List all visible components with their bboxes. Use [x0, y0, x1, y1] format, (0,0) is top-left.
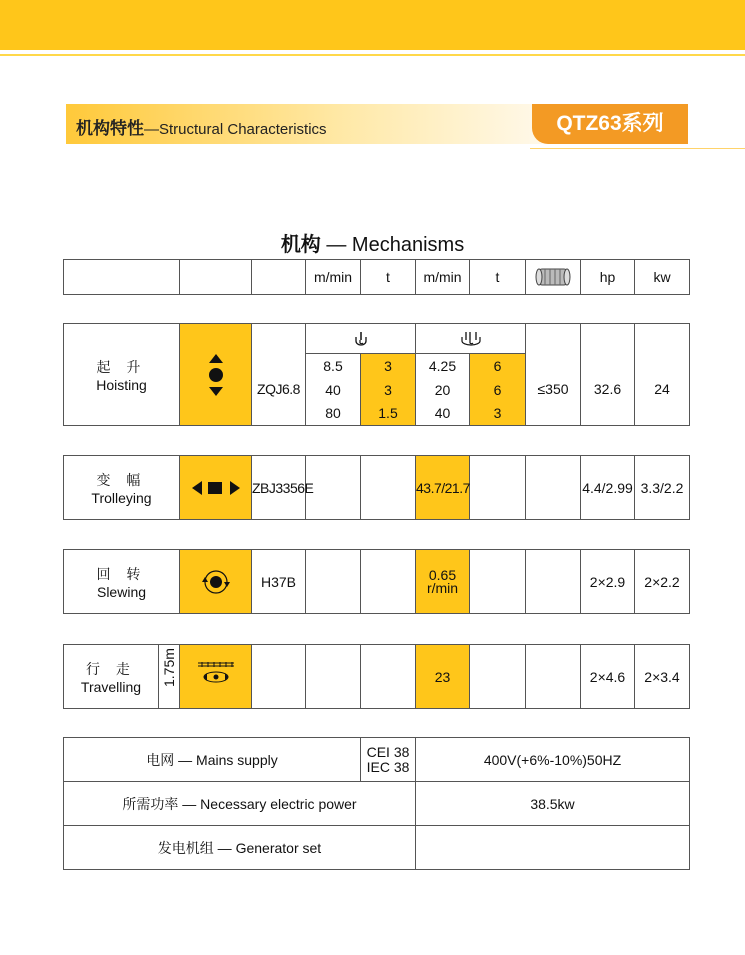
slewing-speed-unit: r/min [426, 579, 459, 596]
unit-speed1: m/min [306, 260, 361, 295]
travelling-name-en: Travelling [80, 678, 142, 695]
blank-cell [64, 260, 180, 295]
travelling-name-zh: 行 走 [86, 660, 136, 677]
hoisting-speed2: 4.25 [416, 354, 470, 378]
blank-cell [635, 324, 690, 354]
mains-standard-cell [361, 738, 416, 782]
blank-cell [470, 550, 526, 614]
trolleying-model: ZBJ3356E [252, 456, 306, 520]
generator-value [416, 826, 690, 870]
blank-cell [252, 260, 306, 295]
hoisting-speed1: 40 [306, 378, 361, 402]
mechanisms-title-zh: 机构 [280, 234, 321, 256]
blank-cell [470, 645, 526, 709]
hoisting-speed1: 8.5 [306, 354, 361, 378]
hoisting-load1: 1.5 [361, 402, 416, 426]
mechanisms-title-en: — Mechanisms [326, 234, 465, 256]
top-banner [0, 0, 745, 50]
slewing-name-en: Slewing [96, 583, 147, 600]
trolleying-name-zh: 变 幅 [96, 471, 147, 488]
travelling-kw: 2×3.4 [635, 645, 690, 709]
power-label: 所需功率 — Necessary electric power [64, 782, 416, 826]
hoisting-kw: 24 [635, 354, 690, 426]
hook-single-icon [306, 324, 416, 354]
travelling-gauge-cell [159, 645, 180, 709]
blank-cell [306, 456, 361, 520]
blank-cell [306, 645, 361, 709]
travelling-table [63, 644, 690, 709]
unit-speed2: m/min [416, 260, 470, 295]
hoisting-speed2: 40 [416, 402, 470, 426]
blank-cell [526, 645, 581, 709]
badge-underline [530, 148, 745, 149]
hoisting-name-zh: 起 升 [96, 358, 147, 375]
drum-icon [526, 260, 581, 295]
trolleying-table [63, 455, 690, 520]
hoisting-name-cell [64, 324, 180, 426]
series-badge: QTZ63系列 [532, 104, 688, 144]
mains-standard-1: CEI 38 [366, 743, 410, 760]
hoisting-load1: 3 [361, 378, 416, 402]
mechanisms-title [0, 228, 745, 257]
unit-kw: kw [635, 260, 690, 295]
unit-load2: t [470, 260, 526, 295]
blank-cell [252, 324, 306, 354]
slewing-table [63, 549, 690, 614]
travelling-icon [180, 645, 252, 709]
trolleying-name-en: Trolleying [91, 489, 152, 506]
travelling-gauge: 1.75m [161, 647, 177, 687]
blank-cell [361, 550, 416, 614]
section-title [76, 114, 327, 139]
travelling-name-cell [64, 645, 159, 709]
travelling-speed: 23 [416, 645, 470, 709]
trolleying-speed: 43.7/21.7 [416, 456, 470, 520]
trolleying-hp: 4.4/2.99 [581, 456, 635, 520]
supply-table [63, 737, 690, 870]
blank-cell [526, 324, 581, 354]
top-divider [0, 54, 745, 56]
mains-supply-label: 电网 — Mains supply [64, 738, 361, 782]
travelling-hp: 2×4.6 [581, 645, 635, 709]
blank-cell [306, 550, 361, 614]
blank-cell [180, 260, 252, 295]
trolleying-name-cell [64, 456, 180, 520]
blank-cell [526, 550, 581, 614]
slewing-model: H37B [252, 550, 306, 614]
blank-cell [526, 456, 581, 520]
slewing-hp: 2×2.9 [581, 550, 635, 614]
hoisting-speed2: 20 [416, 378, 470, 402]
hoisting-model: ZQJ6.8 [252, 354, 306, 426]
slewing-icon [180, 550, 252, 614]
section-title-en: —Structural Characteristics [144, 121, 327, 138]
blank-cell [470, 456, 526, 520]
slewing-speed: 0.65 [428, 566, 457, 583]
trolleying-kw: 3.3/2.2 [635, 456, 690, 520]
mains-supply-value: 400V(+6%-10%)50HZ [416, 738, 690, 782]
units-header-table [63, 259, 690, 295]
slewing-kw: 2×2.2 [635, 550, 690, 614]
hoisting-speed1: 80 [306, 402, 361, 426]
generator-label: 发电机组 — Generator set [64, 826, 416, 870]
leftright-arrow-icon [180, 456, 252, 520]
hoisting-table [63, 323, 690, 426]
updown-arrow-icon [180, 324, 252, 426]
hoisting-name-en: Hoisting [96, 376, 147, 393]
hook-double-icon [416, 324, 526, 354]
blank-cell [361, 456, 416, 520]
hoisting-load2: 6 [470, 378, 526, 402]
unit-hp: hp [581, 260, 635, 295]
hoisting-load1: 3 [361, 354, 416, 378]
unit-load1: t [361, 260, 416, 295]
hoisting-load2: 3 [470, 402, 526, 426]
slewing-name-zh: 回 转 [96, 565, 147, 582]
power-value: 38.5kw [416, 782, 690, 826]
blank-cell [252, 645, 306, 709]
blank-cell [581, 324, 635, 354]
section-title-zh: 机构特性 [76, 119, 144, 138]
slewing-speed-cell [416, 550, 470, 614]
hoisting-load2: 6 [470, 354, 526, 378]
slewing-name-cell [64, 550, 180, 614]
mains-standard-2: IEC 38 [366, 758, 410, 775]
hoisting-hp: 32.6 [581, 354, 635, 426]
blank-cell [361, 645, 416, 709]
hoisting-drum: ≤350 [526, 354, 581, 426]
